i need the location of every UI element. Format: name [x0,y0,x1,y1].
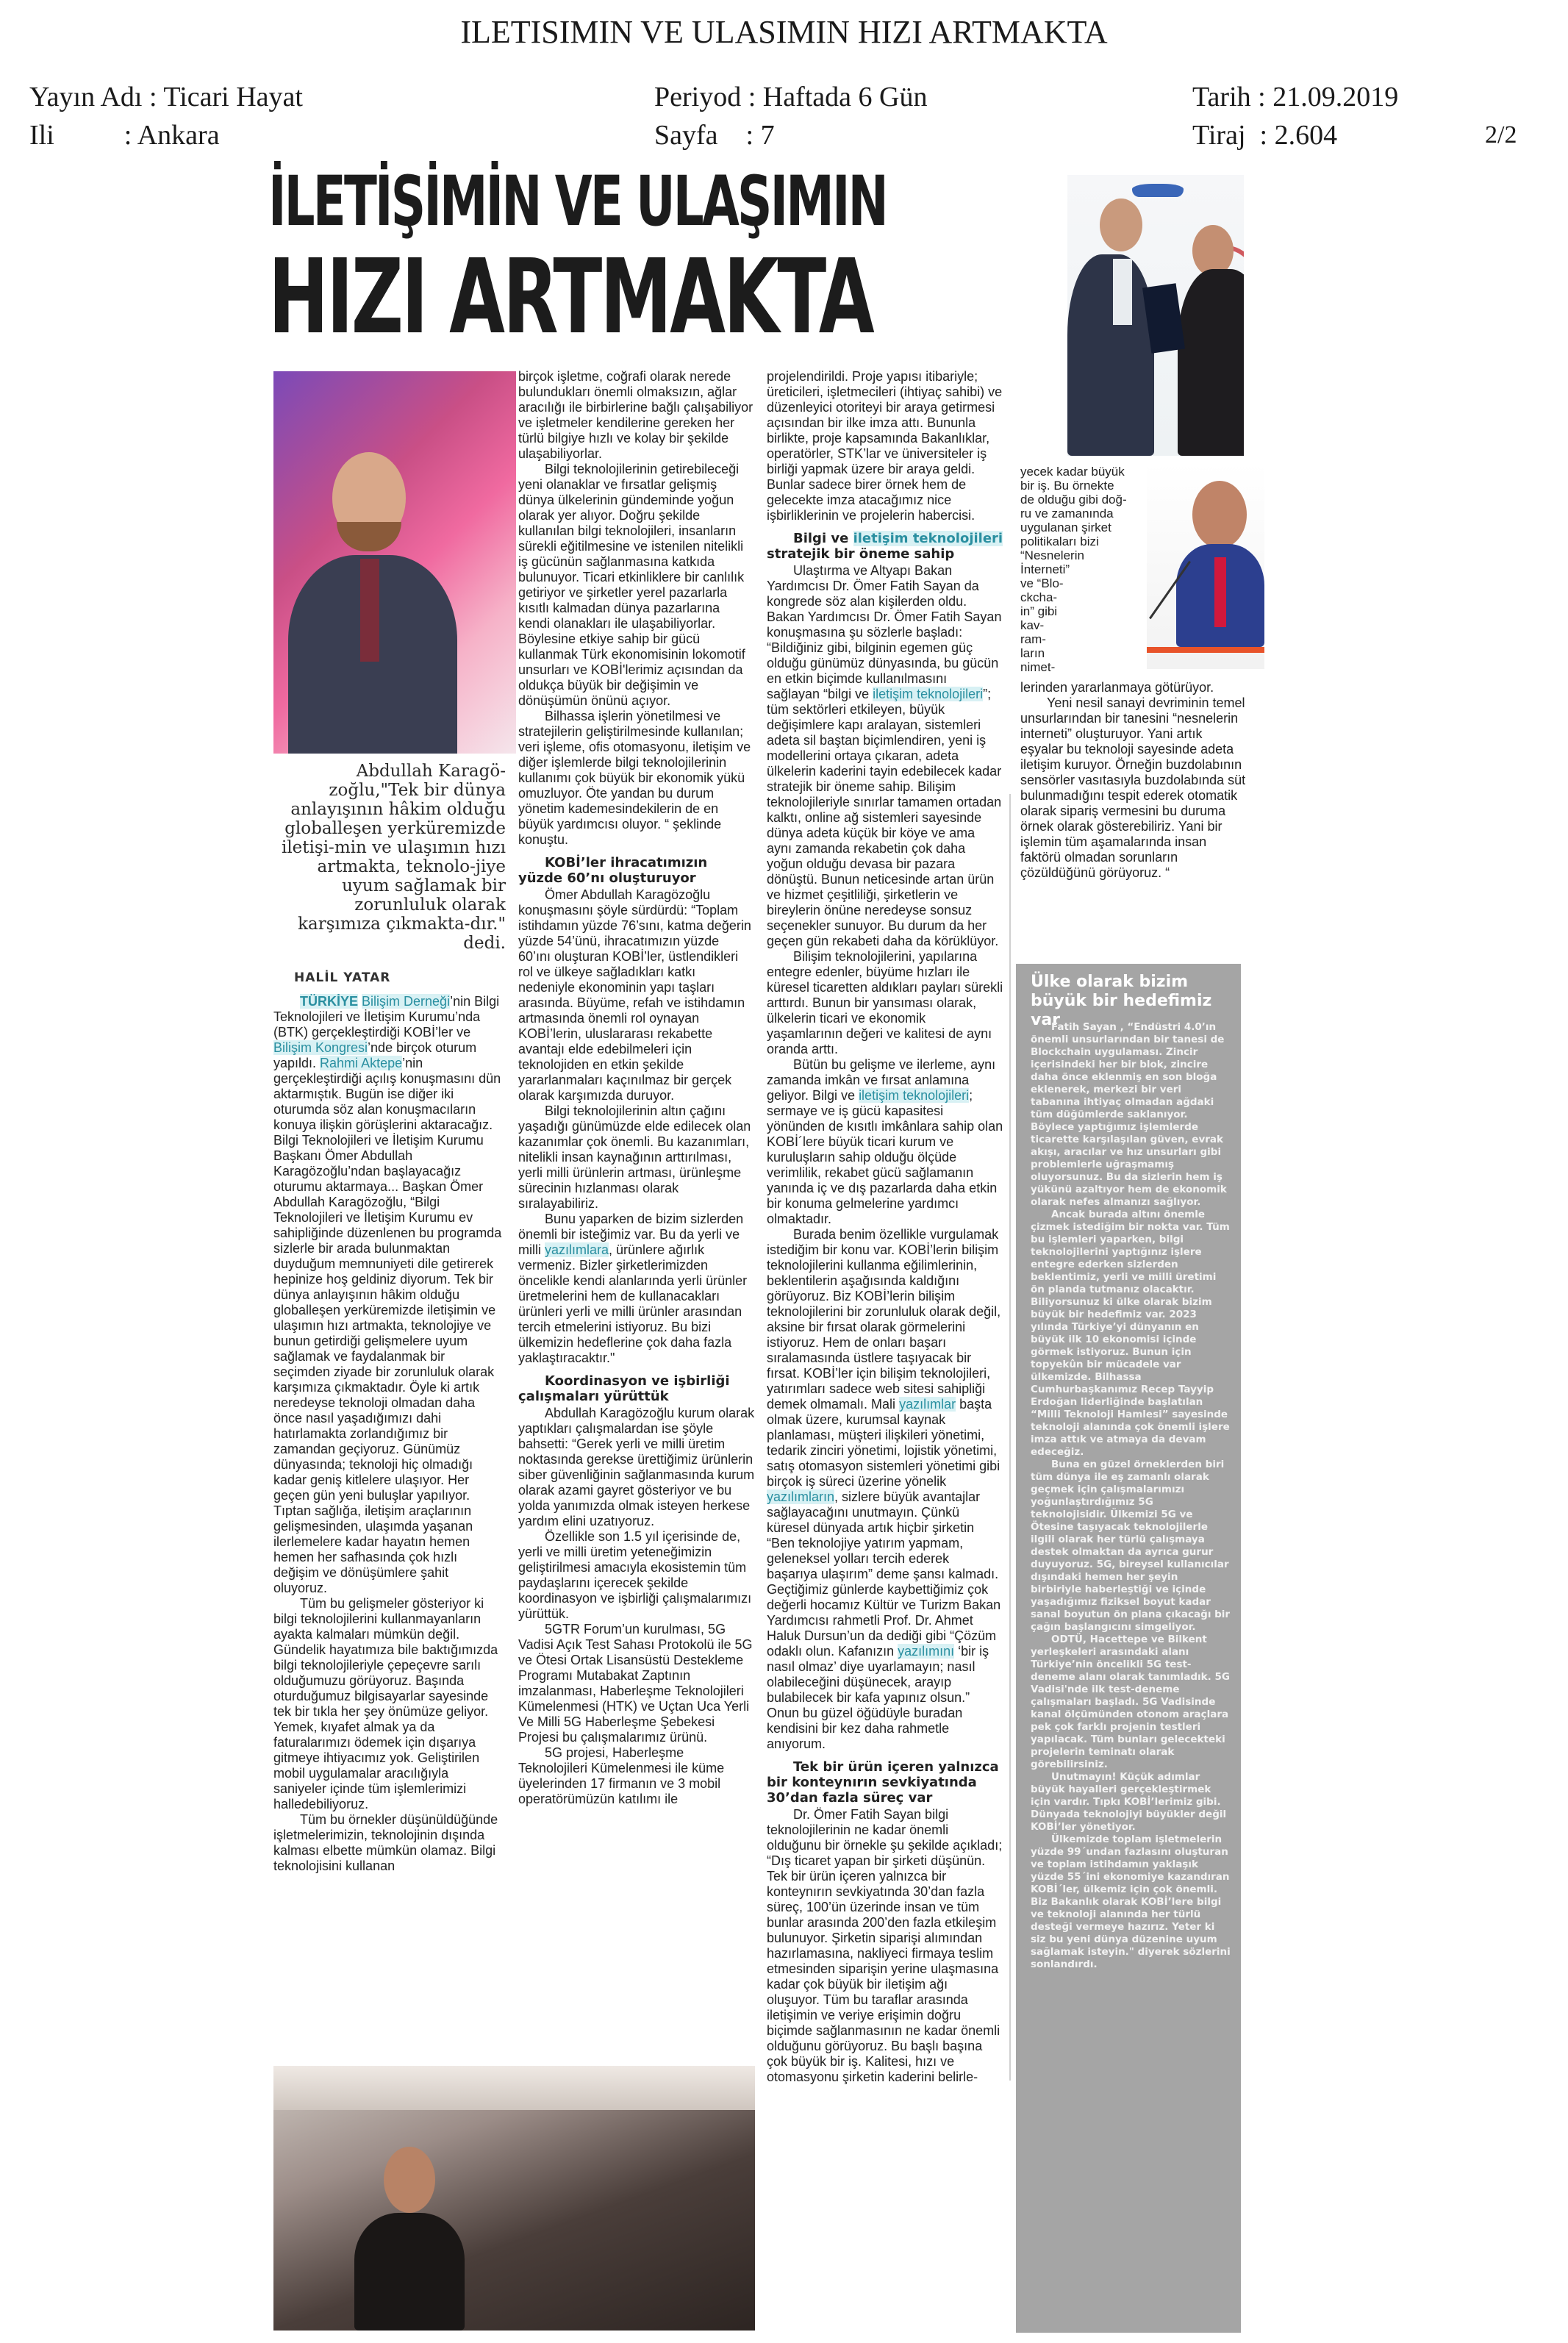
text: Bütün bu gelişme ve ilerleme, aynı zamanda imkân ve fırsat anlamına geliyor. Bilgi ve [767,1057,996,1103]
byline: HALİL YATAR [294,970,391,985]
wrap-line: kav- [1020,618,1045,632]
subheading: Koordinasyon ve işbirliği çalışmaları yürüttük [518,1373,730,1404]
paragraph: Fatih Sayan , “Endüstri 4.0’ın önemli unsurlarından bir tanesi de Blockchain uygulaması. Zincir içerisindeki her bir blok, zincire daha önce eklenmiş en son bloğa eklenerek, merkezi bir veri tabanına ihtiyaç olmadan ağdaki tüm düğümlerde saklanıyor. Böylece yaptığımız işlemlerde ticarette karşılaşılan güven, evrak akışı, aracılar ve hız unsurları gibi problemlerle uğraşmamış oluyorsunuz. Bu da sizlerin hem iş yükünü azaltıyor hem de ekonomik olarak nefes almanızı sağlıyor. [1031,1021,1227,1208]
paragraph: Bilgi teknolojilerinin getirebileceği yeni olanaklar ve fırsatlar gelişmiş dünya ülkelerinin gündeminde yoğun olarak yer alıyor. Doğru şekilde kullanılan bilgi teknolojileri, insanların sürekli eğitilmesine ve istenilen nitelikli iş gücünün sağlanmasına katkıda bulunuyor. Ticari etkinliklere bir canlılık getiriyor ve şirketler yerel pazarlarla kısıtlı kalmadan dünya pazarlarına kendi olanakları ile ulaşabiliyorlar. Böylesine etkiye sahip bir gücü kullanmak Türk ekonomisinin lokomotif unsurları ve KOBİ'lerimiz açısından da oldukça büyük bir değişimin ve dönüşümün önünü açıyor. [518,462,745,708]
text: , ürünlere ağırlık vermeniz. Bizler şirketlerimizden öncelikle kendi alanlarında yerli ürünler üretmelerini hem de kullanacakları ürünleri yerli ve milli ürünler arasından tercih etmelerini istiyoruz. Bu bizi ülkemizin hedeflerine çok daha fazla yaklaştıracaktır." [518,1242,748,1365]
paragraph: Bilhassa işlerin yönetilmesi ve stratejilerin geliştirilmesinde kullanılan; veri işleme, ofis otomasyonu, iletişim ve diğer işlemlerde bilgi teknolojilerinin kullanımı çok büyük bir ekonomik yükü omuzluyor. Öte yandan bu durum yönetim kademesindekilerin de en büyük yardımcısı oluyor. “ şeklinde konuştu. [518,709,751,847]
text: Ulaştırma ve Altyapı Bakan Yardımcısı Dr. Ömer Fatih Sayan da kongrede söz alan kişilerden oldu. Bakan Yardımcısı Dr. Ömer Fatih Sayan konuşmasına şu sözlerle başladı: “Bildiğiniz gibi, bilginin egemen güç olduğu günümüz dünyasında, bu gücün en etkin biçimde kullanılmasını sağlayan “bilgi ve [767,563,1002,701]
wrap-line: ların [1020,646,1045,660]
wrap-line: ru ve zamanında [1020,507,1114,521]
paragraph: Bilişim teknolojilerini, yapılarına entegre edenler, büyüme hızları ile küresel ticaretten aldıkları payları sürekli arttırdı. Bunun bir yansıması olarak, ülkelerin ticari ve ekonomik yaşamlarının değeri ve kalitesi de aynı oranda arttı. [767,949,1003,1056]
tie [360,559,379,662]
text: Burada benim özellikle vurgulamak istediğim bir konu var. KOBİ’lerin bilişim teknolojilerini kullanma eğilimlerinin, beklentilerin aşağısında kaldığını görüyoruz. Biz KOBİ’lerin bilişim teknolojilerini bir zorunluluk olarak değil, aksine bir fırsat olarak görmelerini istiyoruz. Hem de onları başarı sıralamasında üstlere taşıyacak bir fırsat. KOBİ’ler için bilişim teknolojileri, yatırımları sadece web sitesi sahipliği demek olmamalı. Mali [767,1227,1001,1412]
subheading: Tek bir ürün içeren yalnızca bir konteynırın sevkiyatında 30’dan fazla süreç var [767,1759,999,1806]
highlight-term: iletişim teknolojileri [873,687,984,701]
text: , sizlere büyük avantajlar sağlayacağını unutmayın. Çünkü küresel dünyada artık hiçbir şirketin “Ben teknolojiye yatırım yapmam, geleneksel yolları tercih ederek başarıya ulaşırım” deme şansı kalmadı. Geçtiğimiz günlerde kaybettiğimiz çok değerli hocamız Kültür ve Turizm Bakan Yardımcısı rahmetli Prof. Dr. Ahmet Haluk Dursun’un da dediği gibi “Çözüm odaklı olun. Kafanızın [767,1489,1001,1659]
wrap-line: politikaları bizi [1020,534,1099,548]
paragraph: Özellikle son 1.5 yıl içerisinde de, yerli ve milli üretim yeteneğimizin geliştirilmesi amacıyla ekosistemin tüm paydaşlarını içerecek şekilde koordinasyon ve işbirliği çalışmalarımızı yürüttük. [518,1529,752,1621]
paragraph: Abdullah Karagözoğlu kurum olarak yaptıkları çalışmalardan ise şöyle bahsetti: “Gerek yerli ve milli üretim noktasında gerekse ürettiğimiz ürünlerin siber güvenliğinin sağlanmasında kurum olarak azami gayret gösteriyor ve bu yolda yanımızda olmak isteyen herkese yardım elini uzatıyoruz. [518,1406,755,1528]
sidebar-heading: Ülke olarak bizim büyük bir hedefimiz var [1031,973,1212,1029]
paragraph: Unutmayın! Küçük adımlar büyük hayalleri gerçekleştirmek için vardır. Tıpkı KOBİ’lerimiz gibi. Dünyada teknolojiyi büyükler değil KOBİ’ler yönetiyor. [1031,1771,1227,1833]
paragraph: Tüm bu gelişmeler gösteriyor ki bilgi teknolojilerini kullanmayanların ayakta kalmaları mümkün değil. Gündelik hayatımıza bile baktığımızda bilgi teknolojileriyle çepeçevre sarılı olduğumuzu görüyoruz. Başında oturduğumuz bilgisayarlar sayesinde tek bir tıkla her şey önümüze geliyor. Yemek, kıyafet almak ya da faturalarımızı ödemek için dışarıya gitmeye ihtiyacımız yok. Geliştirilen mobil uygulamalar aracılığıyla saniyeler içinde tüm işlemlerimizi halledebiliyoruz. [273,1596,498,1811]
highlight-term: yazılımlar [899,1397,956,1412]
clipping-title: ILETISIMIN VE ULASIMIN HIZI ARTMAKTA [460,14,1108,50]
sayan-head [1192,481,1247,548]
pull-quote: Abdullah Karagö-zoğlu,"Tek bir dünya anlayışının hâkim olduğu globalleşen yerküremizde iletişi-min ve ulaşımın hızı artmakta, teknolo-jiye uyum sağlamak bir zorunluluk olarak karşımıza çıkmakta-dır." dedi. [281,762,506,953]
subheading [767,531,1003,562]
highlight-term: Bilişim Kongresi [273,1040,368,1055]
audience-person-head [384,2147,435,2213]
person-left-suit [1067,254,1154,456]
paragraph: 5G projesi, Haberleşme Teknolojileri Kümelenmesi ile küme üyelerinden 17 firmanın ve 3 mobil operatörümüzün katılımı ile [518,1745,725,1806]
text: Bunu yaparken de bizim sizlerden önemli bir isteğimiz var. Bu da yerli ve milli [518,1212,744,1257]
paragraph: Yeni nesil sanayi devriminin temel unsurlarından bir tanesini “nesnelerin interneti” oluşturuyor. Yani artık eşyalar bu teknoloji sayesinde adeta iletişim kuruyor. Örneğin buzdolabının sensörler vasıtasıyla buzdolabında süt bulunmadığını tespit ederek otomatik olarak sipariş vermesini bu duruma örnek olarak gösterebiliriz. Yani bir işlemin tüm aşamalarında insan faktörü olmadan sorunların çözüldüğünü görüyoruz. “ [1020,695,1246,880]
highlight-term: yazılımlara [545,1242,609,1257]
paragraph: birçok işletme, coğrafi olarak nerede bulundukları önemli olmaksızın, ağlar aracılığı ile birbirlerine bağlı çalışabiliyor ve işletmeler kendilerine gereken her türlü bilgiye hızlı ve kolay bir şekilde ulaşabiliyorlar. [518,369,753,461]
wrap-line: nimet- [1020,660,1056,674]
highlight-term: Bilişim Derneği [362,994,451,1009]
text: ’nin Bilgi Teknolojileri ve İletişim Kurumu’nda (BTK) gerçekleştirdiği KOBİ’ler ve [273,994,500,1040]
wrap-line: in” gibi [1020,604,1058,618]
paragraph: lerinden yararlanmaya götürüyor. [1020,680,1214,695]
audience-person-suit [354,2213,465,2331]
article-column-3 [767,369,1003,2332]
wrap-line: ram- [1020,632,1046,646]
wrap-line: yecek kadar büyük [1020,465,1125,479]
wrap-line: uygulanan şirket [1020,521,1111,534]
wrap-line: İnterneti” [1020,562,1070,576]
karagozoglu-speaker-photo [273,371,516,754]
paragraph: Ülkemizde toplam işletmelerin yüzde 99´undan fazlasını oluşturan ve toplam istihdamın yaklaşık yüzde 55´ini ekonomiye kazandıran KOBİ´ler, ülkemiz için çok önemli. Biz Bakanlık olarak KOBİ’lere bilgi ve teknoloji alanında her türlü desteği vermeye hazırız. Yeter ki siz bu yeni dünya düzenine uyum sağlamak isteyin." diyerek sözlerini sonlandırdı. [1031,1834,1231,1970]
person-left-head [1100,198,1142,251]
article-column-1 [273,994,505,2053]
sidebar-box [1016,964,1241,2333]
text: ’nin gerçekleştirdiği açılış konuşmasını dün aktarmıştık. Bugün ise diğer iki oturumda söz alan konuşmacıların konuya ilişkin görüşlerini aktaracağız. Bilgi Teknolojileri ve İletişim Kurumu Başkanı Ömer Abdullah Karagözoğlu’ndan başlayacağız oturumu aktarmaya... Başkan Ömer Abdullah Karagözoğlu, “Bilgi Teknolojileri ve İletişim Kurumu ev sahipliğinde düzenlenen bu programda sizlerle bir arada bulunmaktan duyduğum memnuniyeti dile getirerek hepinize hoş geldiniz diyorum. Tek bir dünya anlayışının hâkim olduğu globalleşen yerküremizde iletişimin ve ulaşımın hızı artmakta, teknolojiye ve bunun getirdiği gelişmelere uyum sağlamak ve faydalanmak bir seçimden ziyade bir zorunluluk olarak karşımıza çıkmaktadır. Öyle ki artık neredeyse teknoloji olmadan daha önce nasıl yaşadığımızı dahi hatırlamakta zorlandığımız bir zamandan geçiyoruz. Günümüz dünyasında; teknoloji hiç olmadığı kadar geniş kitlelere ulaşıyor. Her geçen gün yeni buluşlar yapılıyor. Tıptan sağlığa, iletişim araçlarının gelişmesinden, ulaşımda yaşanan ilerlemelere kadar hayatın hemen hemen her safhasında çok hızlı değişim ve dönüşümlere şahit oluyoruz. [273,1056,502,1595]
paragraph: 5GTR Forum’un kurulması, 5G Vadisi Açık Test Sahası Protokolü ile 5G ve Ötesi Ortak Lisansüstü Destekleme Programı Mutabakat Zaptının imzalanması, Haberleşme Teknolojileri Kümelenmesi (HTK) ve Uçtan Uca Yerli Ve Milli 5G Haberleşme Şebekesi Projesi bu çalışmalarımız ürünü. [518,1622,753,1745]
highlight-term: yazılımların [767,1489,835,1504]
paragraph [767,1227,1003,1752]
person-right-suit [1178,269,1244,456]
paragraph: ODTÜ, Hacettepe ve Bilkent yerleşkeleri arasındaki alanı Türkiye’nin öncelikli 5G test-deneme alanı olarak tanımladık. 5G Vadisi'nde ilk test-deneme çalışmaları başladı. 5G Vadisinde kanal ölçümünden otonom araçlara pek çok farklı projenin testleri yapılacak. Tüm bunları gelecekteki projelerin teminatı olarak görebilirsiniz. [1031,1634,1230,1770]
sidebar-text [1031,1021,1231,1971]
paragraph [518,1212,755,1366]
paragraph: Bilgi teknolojilerinin altın çağını yaşadığı günümüzde elde edilecek olan kazanımlar çok önemli. Bu kazanımları, nitelikli insan kaynağının arttırılması, yerli milli ürünlerin artması, ürünleşme sürecinin hızlanması olarak sıralayabiliriz. [518,1103,751,1211]
text: ”; tüm sektörleri etkileyen, büyük değişimlere kapı aralayan, sistemleri adeta sil baştan biçimlendiren, yeni iş modellerini ortaya çıkaran, adeta ülkelerin kaderini tayin edebilecek kadar stratejik bir öneme sahip. Bilişim teknolojileriyle sınırlar tamamen ortadan kalktı, online ağ sistemleri sayesinde dünya adeta küçük bir köye ve ama aynı zamanda rekabetin çok daha yoğun olduğu devasa bir pazara dönüştü. Bunun neticesinde artan ürün ve hizmet çeşitliliği, şirketlerin ve bireylerin önüne neredeyse sonsuz seçenekler sunuyor. Bu durum da her geçen gün rekabeti daha da körüklüyor. [767,687,1002,948]
paragraph [767,563,1003,949]
audience-photo [273,2066,755,2331]
article-column-4 [1020,680,1248,956]
period: Periyod : Haftada 6 Gün [654,82,928,112]
publication-name: Yayın Adı : Ticari Hayat [29,82,303,112]
paragraph [273,994,505,1596]
sayan-speaker-photo [1147,463,1264,669]
paragraph: projelendirildi. Proje yapısı itibariyle; üreticileri, işletmecileri (ihtiyaç sahibi) ve düzenleyici otoriteyi bir araya getirmesi açısından bir ilke imza attı. Bununla birlikte, proje kapsamında Bakanlıklar, operatörler, STK’lar ve üniversiteler iş birliği yapmak üzere bir araya geldi. Bunlar sadece birer örnek hem de gelecekte imza atacağımız nice işbirliklerinin ve projelerin habercisi. [767,369,1003,523]
ceiling [273,2066,755,2110]
paragraph: Buna en güzel örneklerden biri tüm dünya ile eş zamanlı olarak geçmek için çalışmalarımızı yoğunlaştırdığımız 5G teknolojisidir. Ülkemizi 5G ve Ötesine taşıyacak teknolojilerle ilgili olarak her türlü çalışmaya destek olmaktan da ayrıca gurur duyuyoruz. 5G, bireysel kullanıcılar dışındaki hemen her şeyin birbiriyle haberleştiği ve içinde yaşadığımız fiziksel boyut kadar sanal boyutun ön plana çıkacağı bir çağın başlangıcını simgeliyor. [1031,1459,1231,1633]
text: ‘bir iş nasıl olmaz’ diye uyarlamayın; nasıl olabileceğini düşünecek, arayıp bulabilecek bir kafa yapınız olsun.” Onun bu güzel öğüdüyle buradan kendisini bir kez daha rahmetle anıyorum. [767,1644,989,1751]
highlight-term: TÜRKİYE [300,994,359,1009]
wrap-line: ckcha- [1020,590,1058,604]
podium-edge [1147,647,1264,653]
paragraph: Ancak burada altını önemle çizmek istediğim bir nokta var. Tüm bu işlemleri yaparken, bilgi teknolojilerini yaptığınız işlere entegre ederken sizlerden beklentimiz, yerli ve milli üretimi ön planda tutmanız olacaktır. Biliyorsunuz ki ülke olarak bizim büyük bir hedefimiz var. 2023 yılında Türkiye’yi dünyanın en büyük ilk 10 ekonomisi içinde görmek istiyoruz. Bunun için topyekûn bir mücadele var ülkemizde. Bilhassa Cumhurbaşkanımız Recep Tayyip Erdoğan liderliğinde başlatılan “Milli Teknoloji Hamlesi” sayesinde teknoloji alanında çok önemli işlere imza attık ve atmaya da devam edeceğiz. [1031,1209,1230,1458]
red-tie [1214,557,1226,627]
award-ceremony-photo [1067,175,1244,456]
paragraph: Ömer Abdullah Karagözoğlu konuşmasını şöyle sürdürdü: “Toplam istihdamın yüzde 76’sını, katma değerin yüzde 54’ünü, ihracatımızın yüzde 60’ını oluşturan KOBİ’ler, üstlendikleri rol ve ülkeye sağladıkları katkı nedeniyle ekonominin yapı taşları arasında. Büyüme, refah ve istihdamın artmasında önemli rol oynayan KOBİ’lerin, uluslararası rekabette avantajı elde edebilmeleri için teknolojiden en etkin şekilde yararlanmaları kaçınılmaz bir gerçek olarak karşımızda duruyor. [518,887,751,1103]
text: ; sermaye ve iş gücü kapasitesi yönünden de kısıtlı imkânlara sahip olan KOBİ´lere büyük ticari kurum ve kuruluşların sahip olduğu ölçüde verimlilik, rekabet gücü sağlamanın yanında iç ve dış pazarlarda daha etkin bir konuma gelmelerine yardımcı olmaktadır. [767,1088,1003,1226]
highlight-term: iletişim teknolojileri [859,1088,970,1103]
paragraph [767,1057,1003,1227]
wrap-line: “Nesnelerin [1020,548,1084,562]
highlight-term: yazılımını [898,1644,955,1659]
column-divider [1009,794,1011,2081]
circulation: Tiraj : 2.604 [1192,120,1338,151]
text: ’nde birçok oturum yapıldı. [273,1040,477,1070]
paragraph: Tüm bu örnekler düşünüldüğünde işletmelerimizin, teknolojinin dışında kalması elbette mümkün olamaz. Bilgi teknolojisini kullanan [273,1812,498,1873]
article-column-2 [518,369,755,2053]
paragraph: Dr. Ömer Fatih Sayan bilgi teknolojilerinin ne kadar önemli olduğunu bir örnekle şu şekilde açıkladı; “Dış ticaret yapan bir şirketi düşünün. Tek bir ürün içeren yalnızca bir konteynırın sevkiyatında 30’dan fazla süreç, 100’ün üzerinde insan ve tüm bunlar arasında 200’den fazla etkileşim bulunuyor. Şirketin siparişi alımından hazırlamasına, nakliyeci firmaya teslim etmesinden siparişin yerine ulaşmasına kadar çok büyük bir iletişim ağı oluşuyor. Tüm bu taraflar arasında iletişimin ve veriye erişimin doğru biçimde sağlanmasının ne kadar önemli olduğunu görüyoruz. Bu başlı başına çok büyük bir iş. Kalitesi, hızı ve otomasyonu şirketin kaderini belirle- [767,1807,1003,2084]
city: Ili : Ankara [29,120,220,151]
article-column-4-wrap [1020,465,1144,674]
headline-line-1: İLETİŞİMİN VE ULAŞIMIN [268,162,887,242]
headline-line-2: HIZI ARTMAKTA [268,237,873,357]
page-number: Sayfa : 7 [654,120,775,151]
text: başta olmak üzere, kurumsal kaynak planlaması, müşteri ilişkileri yönetimi, tedarik zinciri yönetimi, lojistik yönetimi, satış otomasyon sistemleri yönetimi gibi birçok iş süreci üzerine yönelik [767,1397,1000,1489]
shirt [1113,259,1132,325]
subheading: KOBİ’ler ihracatımızın yüzde 60’nı oluşturuyor [518,855,708,886]
wrap-line: ve “Blo- [1020,576,1064,590]
highlight-term: iletişim teknolojileri [853,531,1003,546]
text: stratejik bir öneme sahip [767,546,955,562]
logo-icon [1132,184,1184,197]
wrap-line: bir iş. Bu örnekte [1020,479,1114,493]
wrap-line: de olduğu gibi doğ- [1020,493,1127,507]
date: Tarih : 21.09.2019 [1192,82,1399,112]
highlight-term: Rahmi Aktepe [320,1056,403,1070]
beard [337,522,401,551]
text: Bilgi ve [793,531,853,546]
page-count: 2/2 [1485,121,1517,149]
